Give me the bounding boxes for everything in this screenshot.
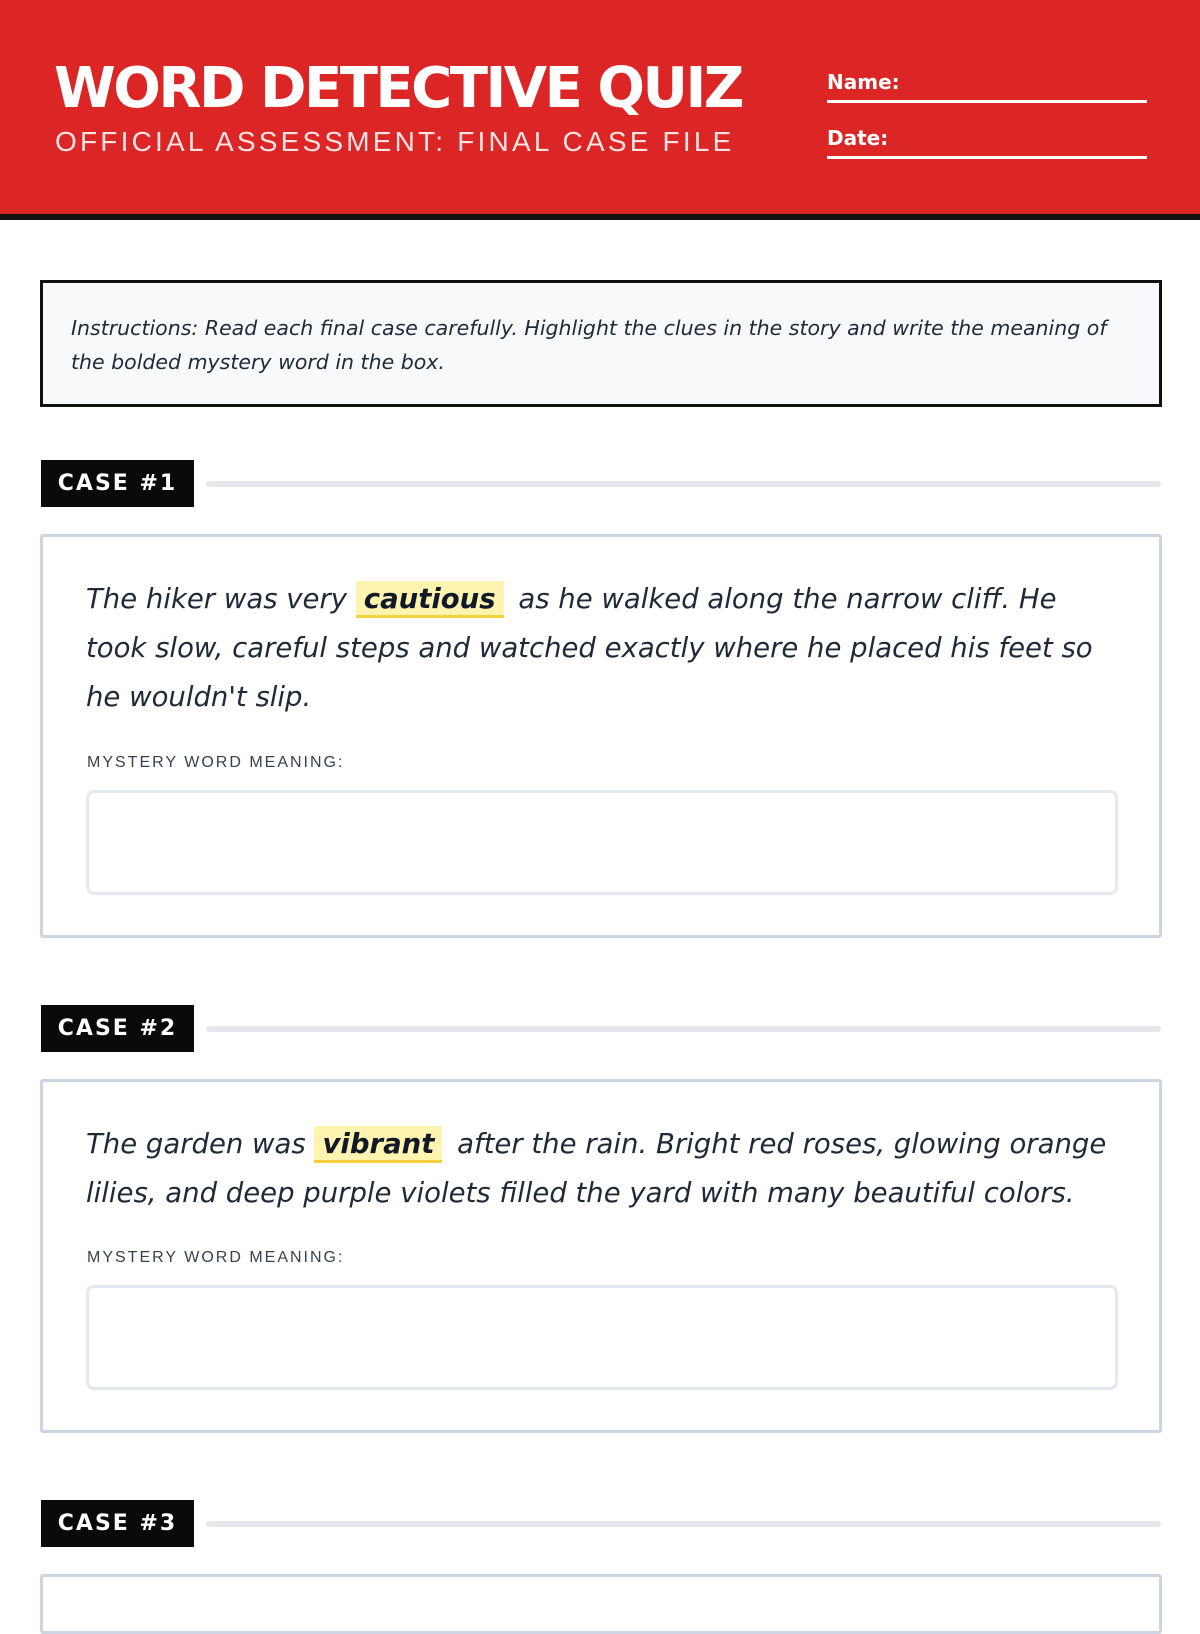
quiz-subtitle: OFFICIAL ASSESSMENT: FINAL CASE FILE [55, 126, 735, 157]
case-2-answer-box[interactable] [86, 1285, 1118, 1390]
date-label: Date: [827, 126, 889, 150]
case-3-divider [206, 1521, 1161, 1527]
case-2-story [86, 1120, 1116, 1218]
case-2-story-before: The garden was [86, 1128, 315, 1160]
case-2-divider [206, 1026, 1161, 1032]
case-2-card [40, 1079, 1162, 1433]
date-field[interactable] [827, 126, 1147, 159]
case-1-card [40, 534, 1162, 938]
case-2-meaning-label: MYSTERY WORD MEANING: [87, 1249, 345, 1266]
case-1-tag: CASE #1 [41, 460, 194, 507]
case-3-card [40, 1574, 1162, 1634]
name-field[interactable] [827, 70, 1147, 103]
quiz-title: WORD DETECTIVE QUIZ [54, 56, 742, 121]
instructions-box [40, 280, 1162, 407]
case-1-story [86, 575, 1116, 722]
case-3-tag: CASE #3 [41, 1500, 194, 1547]
case-1-divider [206, 481, 1161, 487]
case-1-mystery-word: cautious [356, 581, 504, 618]
case-2-mystery-word: vibrant [314, 1126, 442, 1163]
case-1-story-after: as he walked along the narrow cliff. He took slow, careful steps and watched exactly where he placed his feet so he wouldn't slip. [86, 583, 1093, 713]
case-1-answer-box[interactable] [86, 790, 1118, 895]
case-1-meaning-label: MYSTERY WORD MEANING: [87, 754, 345, 771]
case-2-tag: CASE #2 [41, 1005, 194, 1052]
case-2-story-after: after the rain. Bright red roses, glowing orange lilies, and deep purple violets filled the yard with many beautiful colors. [86, 1128, 1107, 1209]
instructions-text: Instructions: Read each final case carefully. Highlight the clues in the story and write the meaning of the bolded mystery word in the box. [71, 316, 1107, 374]
name-label: Name: [827, 70, 900, 94]
quiz-header [0, 0, 1200, 220]
case-1-story-before: The hiker was very [86, 583, 356, 615]
